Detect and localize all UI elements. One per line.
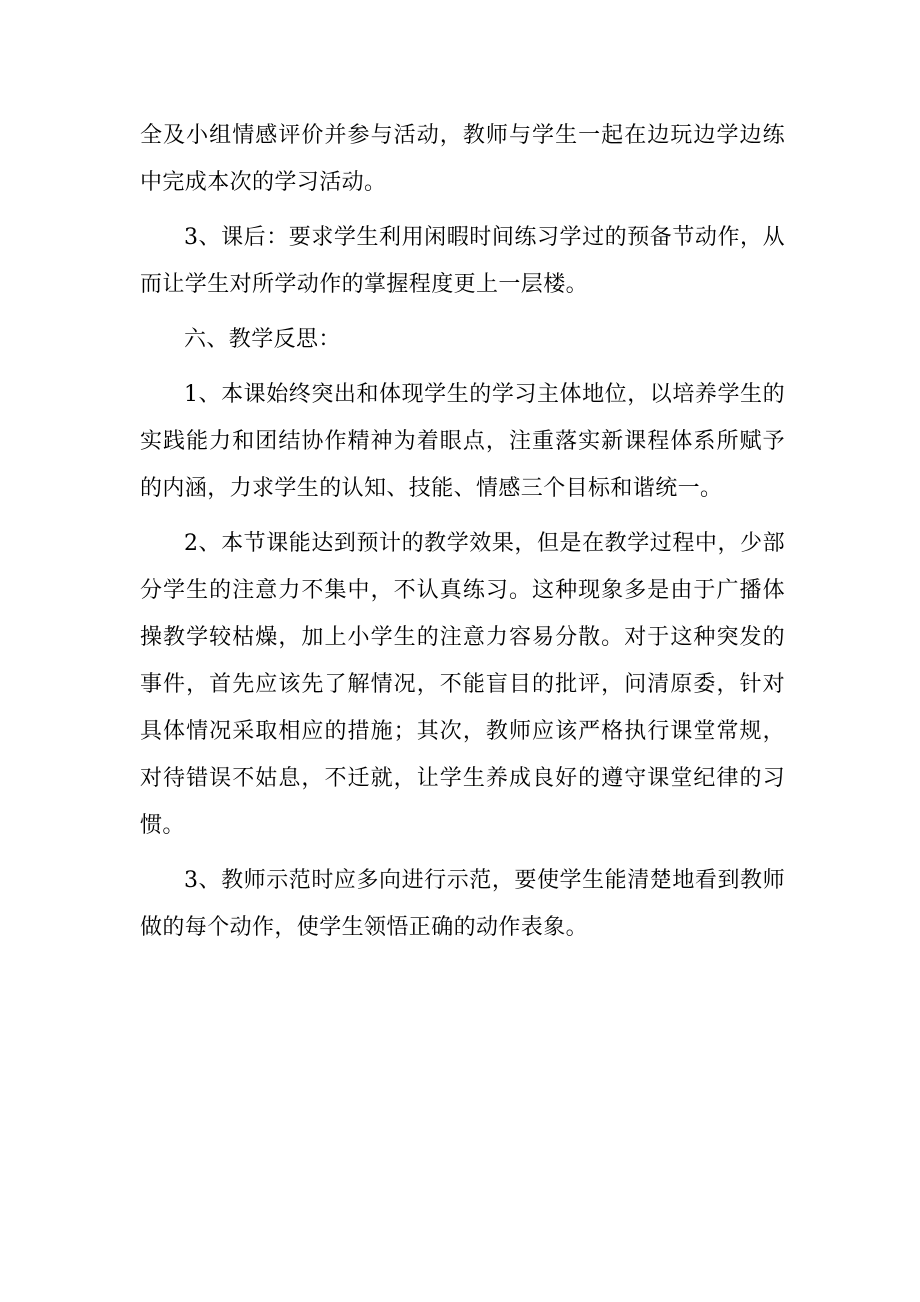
paragraph-after-class: 3、课后：要求学生利用闲暇时间练习学过的预备节动作，从而让学生对所学动作的掌握程度更上一层楼。 bbox=[140, 225, 785, 297]
paragraph-reflection-2: 2、本节课能达到预计的教学效果，但是在教学过程中，少部分学生的注意力不集中，不认真练习。这种现象多是由于广播体操教学较枯燥，加上小学生的注意力容易分散。对于这种突发的事件，首先应该先了解情况，不能盲目的批评，问清原委，针对具体情况采取相应的措施；其次，教师应该严格执行课堂常规，对待错误不姑息，不迁就，让学生养成良好的遵守课堂纪律的习惯。 bbox=[140, 531, 785, 838]
paragraph-reflection-3: 3、教师示范时应多向进行示范，要使学生能清楚地看到教师做的每个动作，使学生领悟正确的动作表象。 bbox=[140, 868, 785, 940]
section-heading-teaching-reflection: 六、教学反思： bbox=[184, 327, 341, 352]
document-body bbox=[140, 112, 785, 951]
paragraph-activity-summary: 全及小组情感评价并参与活动，教师与学生一起在边玩边学边练中完成本次的学习活动。 bbox=[140, 123, 785, 195]
paragraph-reflection-1: 1、本课始终突出和体现学生的学习主体地位，以培养学生的实践能力和团结协作精神为着眼点，注重落实新课程体系所赋予的内涵，力求学生的认知、技能、情感三个目标和谐统一。 bbox=[140, 382, 785, 501]
